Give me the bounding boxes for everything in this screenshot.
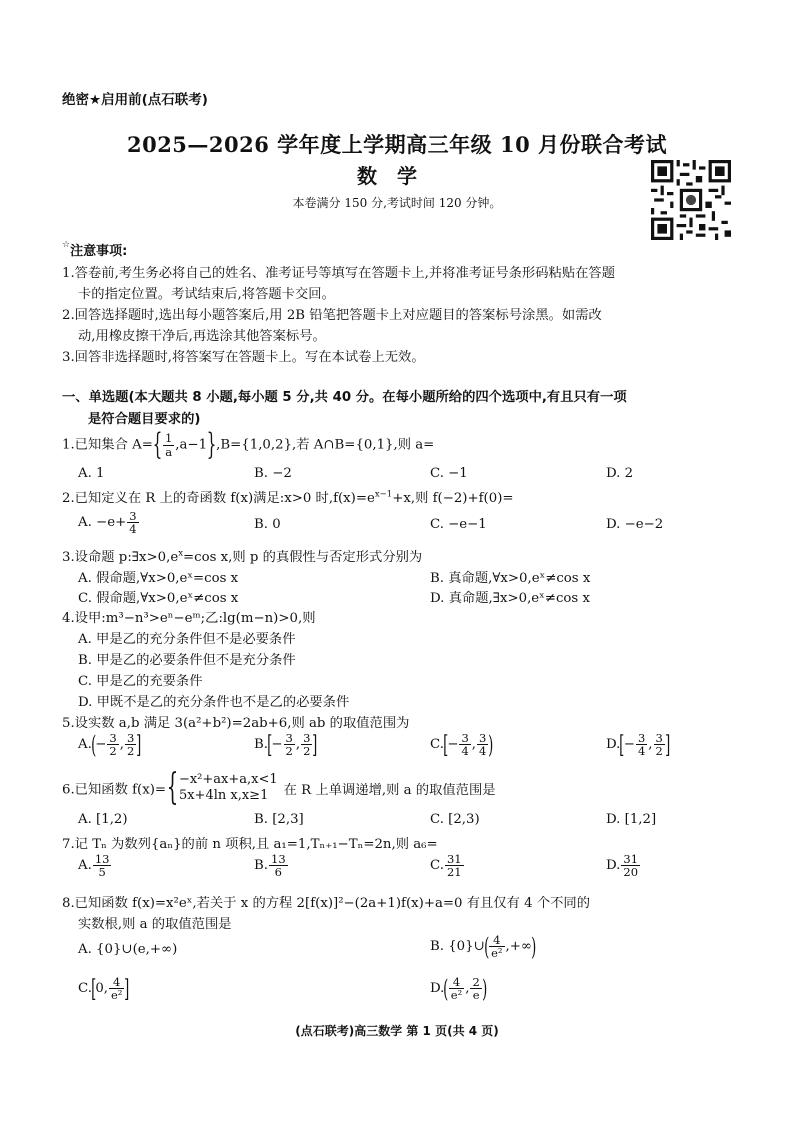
q1-option-a: A. 1 xyxy=(78,466,105,481)
q7-option-d: D. $\frac{31}{20}$ xyxy=(606,852,639,880)
notice-item-3: 3.回答非选择题时,将答案写在答题卡上。写在本试卷上无效。 xyxy=(62,350,425,365)
q3-option-b: B. 真命题,∀x>0,eˣ≠cos x xyxy=(430,571,591,586)
question-3-stem: 3.设命题 $p:\exists x>0,e^x=\cos$ x,则 p 的真假性与否定形式分别为 xyxy=(62,548,423,565)
page-footer: (点石联考)高三数学 第 1 页(共 4 页) xyxy=(295,1024,499,1038)
confidential-label: 绝密★启用前(点石联考) xyxy=(62,92,208,108)
question-5-stem: 5.设实数 a,b 满足 3(a²+b²)=2ab+6,则 ab 的取值范围为 xyxy=(62,716,410,731)
q2-option-a: A. −e+ $\frac{3}{4}$ xyxy=(78,509,137,537)
question-2-stem: 2.已知定义在 R 上的奇函数 f(x)满足:x>0 时$,f(x)=e^{x-1}+x$,则 f(−2)+f(0)= xyxy=(62,489,514,506)
q2-option-c: C. −e−1 xyxy=(430,517,487,532)
q7-option-c: C. $\frac{31}{21}$ xyxy=(430,852,462,880)
q8-option-b: B. {0}∪( $\frac{4}{\text{e²}}$ ,+∞) xyxy=(430,932,537,961)
q6-option-c: C. [2,3) xyxy=(430,812,480,827)
q7-option-b: B. $\frac{13}{6}$ xyxy=(254,852,286,880)
q3-option-c: C. 假命题,∀x>0,eˣ≠cos x xyxy=(78,591,239,606)
notice-heading: ☆注意事项: xyxy=(62,240,128,259)
q3-option-a: A. 假命题,∀x>0,eˣ=cos x xyxy=(78,571,239,586)
sparkle-icon: ☆ xyxy=(62,240,71,250)
question-8-stem-cont: 实数根,则 a 的取值范围是 xyxy=(78,917,232,932)
qr-code-icon xyxy=(651,160,731,240)
q6-piece-1: −x²+ax+a,x<1 xyxy=(178,771,278,787)
q1-option-d: D. 2 xyxy=(606,466,634,481)
section-heading: 一、单选题(本大题共 8 小题,每小题 5 分,共 40 分。在每小题所给的四个选项中,有且只有一项 xyxy=(62,390,627,405)
q8-option-c: C.[0, $\frac{4}{\text{e²}}$ ] xyxy=(78,974,130,1003)
q5-option-c: C.[− $\frac{3}{4}$ , $\frac{3}{4}$ ) xyxy=(430,730,494,759)
q3-option-d: D. 真命题,∃x>0,eˣ≠cos x xyxy=(430,591,590,606)
notice-item-1-cont: 卡的指定位置。考试结束后,将答题卡交回。 xyxy=(78,287,335,302)
full-mark-note: 本卷满分 150 分,考试时间 120 分钟。 xyxy=(292,196,502,210)
question-1-stem: 1.已知集合 A={ $\frac{1}{a}$ ,a−1},B={1,0,2},若 A∩B={0,1},则 a= xyxy=(62,427,435,462)
q6-piece-2: 5x+4ln x,x≥1 xyxy=(178,788,269,803)
q8-option-d: D.( $\frac{4}{\text{e²}}$ , $\frac{2}{e}$ ) xyxy=(430,974,488,1003)
q6-option-a: A. [1,2) xyxy=(78,812,128,827)
q6-option-b: B. [2,3] xyxy=(254,812,304,827)
q8-option-a: A. {0}∪(e,+∞) xyxy=(78,942,178,957)
question-6-stem: 6.已知函数 f(x)={ −x²+ax+a,x<1 5x+4ln x,x≥1 在 R 上单调递增,则 a 的取值范围是 xyxy=(62,767,496,808)
q4-option-a: A. 甲是乙的充分条件但不是必要条件 xyxy=(78,632,296,647)
q4-option-c: C. 甲是乙的充要条件 xyxy=(78,674,203,689)
q2-option-d: D. −e−2 xyxy=(606,517,664,532)
q7-option-a: A. $\frac{13}{5}$ xyxy=(78,852,110,880)
section-heading-cont: 是符合题目要求的) xyxy=(88,412,201,427)
notice-item-1: 1.答卷前,考生务必将自己的姓名、准考证号等填写在答题卡上,并将准考证号条形码粘贴在答题 xyxy=(62,266,616,281)
q5-option-a: A.(− $\frac{3}{2}$ , $\frac{3}{2}$ ] xyxy=(78,730,142,759)
notice-item-2-cont: 动,用橡皮擦干净后,再选涂其他答案标号。 xyxy=(78,329,326,344)
q4-option-d: D. 甲既不是乙的充分条件也不是乙的必要条件 xyxy=(78,695,350,710)
question-8-stem: 8.已知函数 f(x)=x²eˣ,若关于 x 的方程 2[f(x)]²−(2a+1)f(x)+a=0 有且仅有 4 个不同的 xyxy=(62,896,591,911)
q2-option-b: B. 0 xyxy=(254,517,281,532)
question-7-stem: 7.记 Tₙ 为数列{aₙ}的前 n 项积,且 a₁=1,Tₙ₊₁−Tₙ=2n,则 a₆= xyxy=(62,837,438,852)
q1-option-b: B. −2 xyxy=(254,466,292,481)
q5-option-d: D.[− $\frac{3}{4}$ , $\frac{3}{2}$ ] xyxy=(606,730,671,759)
notice-item-2: 2.回答选择题时,选出每小题答案后,用 2B 铅笔把答题卡上对应题目的答案标号涂黑。如需改 xyxy=(62,308,602,323)
question-4-stem: 4.设甲:m³−n³>eⁿ−eᵐ;乙:lg(m−n)>0,则 xyxy=(62,611,316,626)
q6-option-d: D. [1,2] xyxy=(606,812,657,827)
q5-option-b: B.[− $\frac{3}{2}$ , $\frac{3}{2}$ ] xyxy=(254,730,318,759)
subject-title: 数学 xyxy=(357,164,437,188)
q4-option-b: B. 甲是乙的必要条件但不是充分条件 xyxy=(78,653,296,668)
q1-option-c: C. −1 xyxy=(430,466,468,481)
exam-title: 2025—2026 学年度上学期高三年级 10 月份联合考试 xyxy=(126,132,668,157)
